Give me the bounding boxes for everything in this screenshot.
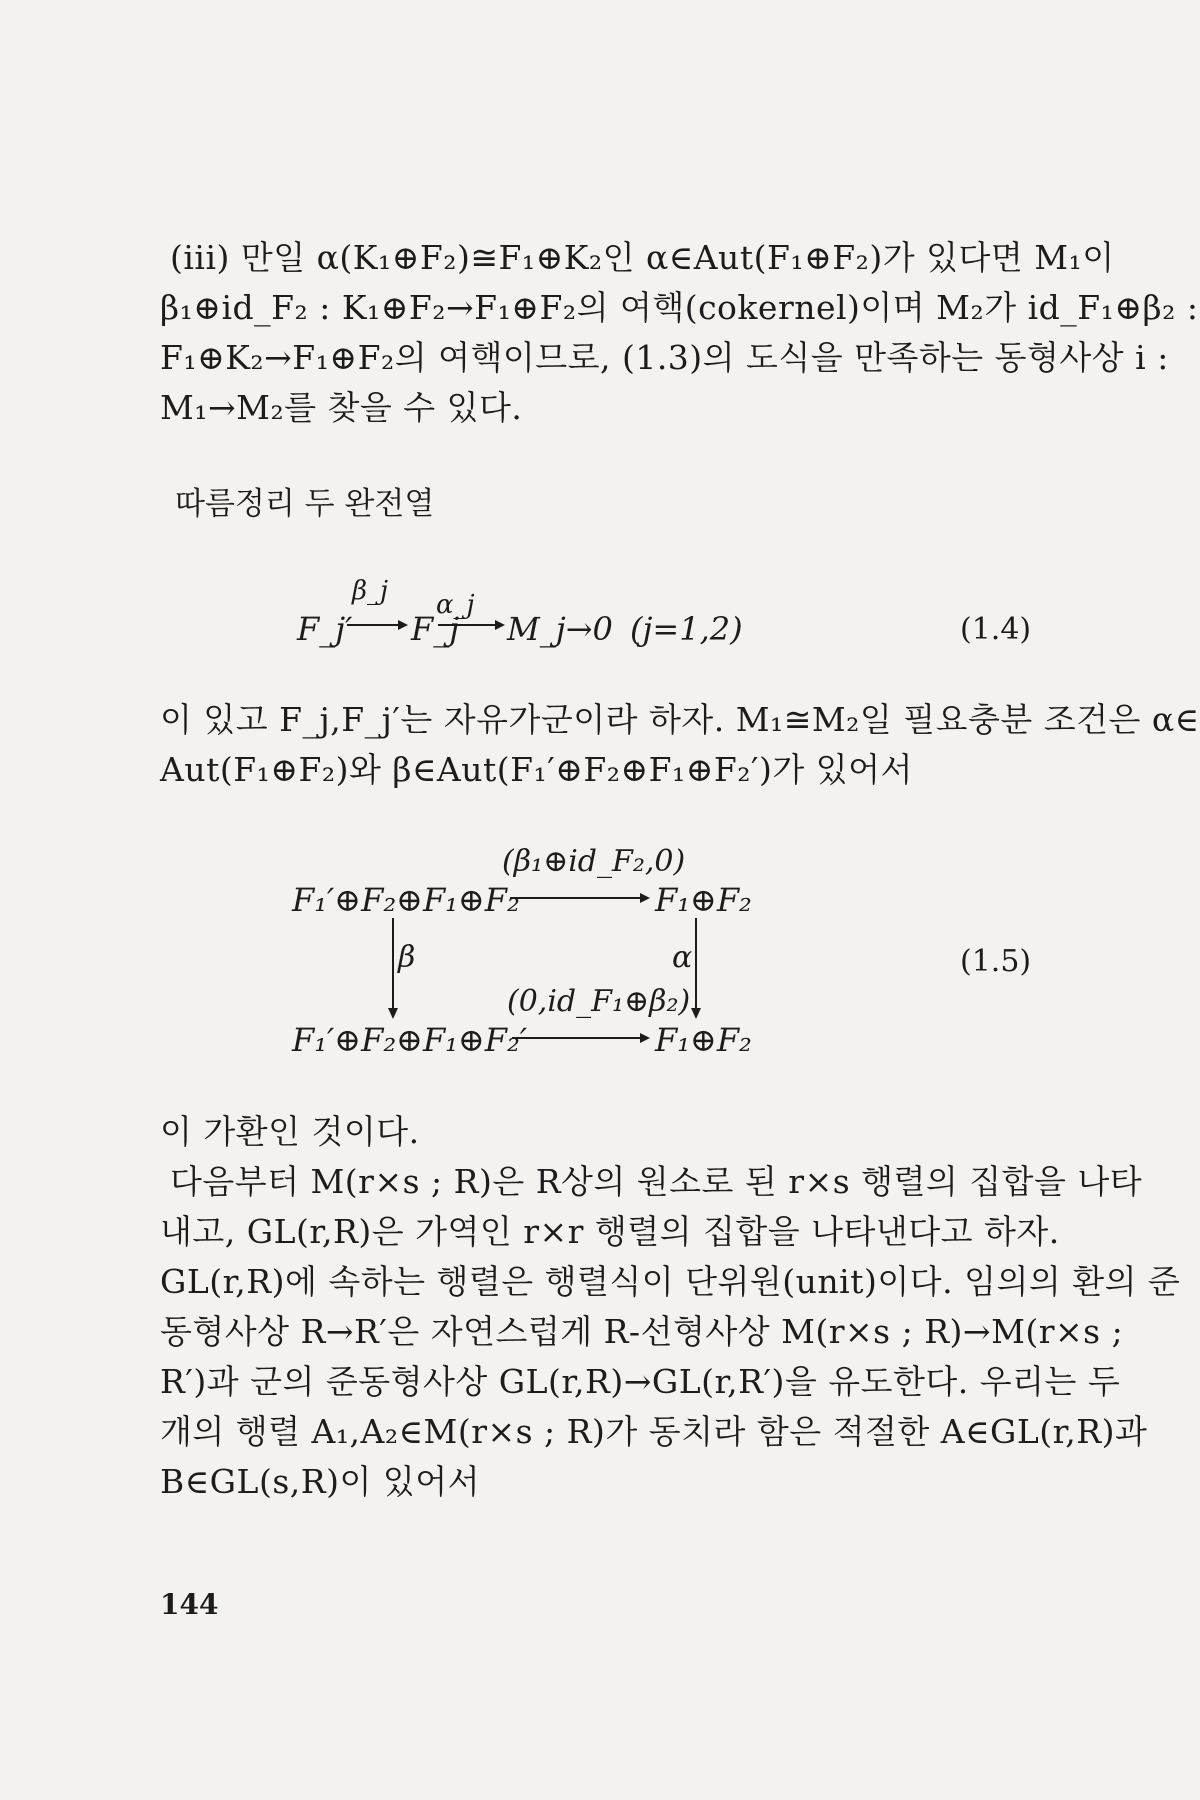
main-line-5: 동형사상 R→R′은 자연스럽게 R-선형사상 M(r×s ; R)→M(r×s ;	[160, 1312, 1124, 1351]
main-line-1: 이 가환인 것이다.	[160, 1112, 420, 1151]
main-line-4: GL(r,R)에 속하는 행렬은 행렬식이 단위원(unit)이다. 임의의 환의 준	[160, 1262, 1181, 1301]
main-line-8: B∈GL(s,R)이 있어서	[160, 1462, 480, 1501]
diagram-number: (1.5)	[960, 944, 1032, 979]
diagram-right-arrow-label: α	[672, 940, 693, 975]
paragraph-iii-line-3: F₁⊕K₂→F₁⊕F₂의 여핵이므로, (1.3)의 도식을 만족하는 동형사상 i :	[160, 338, 1169, 377]
diagram-bottom-arrow-label: (0,id_F₁⊕β₂)	[507, 984, 691, 1019]
eq-1-4-rest: M_j→0	[507, 610, 613, 648]
eq-1-4-number: (1.4)	[960, 612, 1032, 647]
eq-1-4-beta-label: β_j	[352, 576, 389, 606]
page-number: 144	[160, 1588, 219, 1621]
eq-1-4-lhs: F_j′	[297, 610, 353, 648]
paragraph-iii-line-1: (iii) 만일 α(K₁⊕F₂)≅F₁⊕K₂인 α∈Aut(F₁⊕F₂)가 있다면 M₁이	[170, 238, 1115, 277]
paragraph-iii-line-2: β₁⊕id_F₂ : K₁⊕F₂→F₁⊕F₂의 여핵(cokernel)이며 M₂가 id_F₁⊕β₂ :	[160, 288, 1199, 327]
diagram-top-right: F₁⊕F₂	[655, 881, 752, 919]
paragraph-iii-line-4: M₁→M₂를 찾을 수 있다.	[160, 388, 523, 427]
diagram-left-arrow-label: β	[398, 940, 416, 975]
diagram-top-left: F₁′⊕F₂⊕F₁⊕F₂	[292, 881, 520, 919]
main-line-2: 다음부터 M(r×s ; R)은 R상의 원소로 된 r×s 행렬의 집합을 나타	[170, 1162, 1143, 1201]
main-line-6: R′)과 군의 준동형사상 GL(r,R)→GL(r,R′)을 유도한다. 우리는 두	[160, 1362, 1121, 1401]
corollary-heading: 따름정리 두 완전열	[175, 486, 435, 522]
diagram-bottom-right: F₁⊕F₂	[655, 1021, 752, 1059]
diagram-top-arrow-label: (β₁⊕id_F₂,0)	[502, 844, 686, 879]
corollary-line-2: Aut(F₁⊕F₂)와 β∈Aut(F₁′⊕F₂⊕F₁⊕F₂′)가 있어서	[160, 750, 913, 789]
eq-1-4-mid: F_j	[411, 610, 460, 648]
eq-1-4-condition: (j=1,2)	[630, 610, 743, 648]
main-line-3: 내고, GL(r,R)은 가역인 r×r 행렬의 집합을 나타낸다고 하자.	[160, 1212, 1060, 1251]
corollary-line-1: 이 있고 F_j,F_j′는 자유가군이라 하자. M₁≅M₂일 필요충분 조건은 α∈	[160, 700, 1200, 739]
diagram-bottom-left: F₁′⊕F₂⊕F₁⊕F₂′	[292, 1021, 528, 1059]
main-line-7: 개의 행렬 A₁,A₂∈M(r×s ; R)가 동치라 함은 적절한 A∈GL(r,R)과	[160, 1412, 1148, 1451]
eq-1-4-alpha-label: α_j	[436, 590, 475, 620]
